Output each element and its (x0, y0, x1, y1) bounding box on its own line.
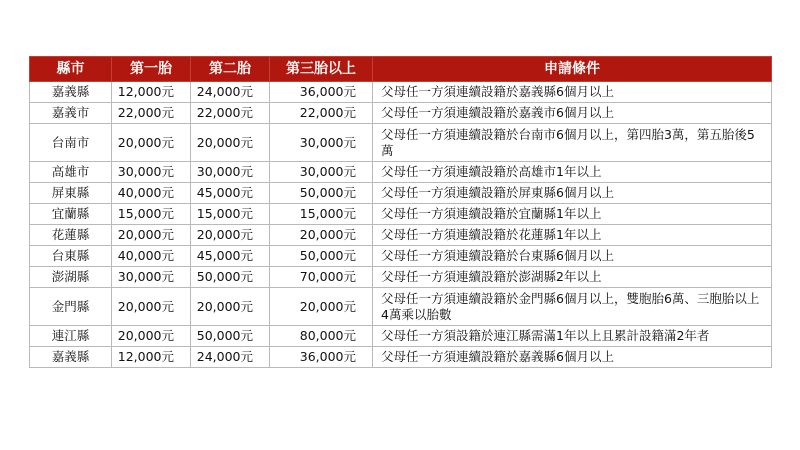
table-row (30, 124, 772, 162)
cell-second-child: 45,000元 (191, 183, 270, 204)
cell-first-child: 12,000元 (112, 347, 191, 368)
cell-county: 台南市 (30, 124, 112, 162)
cell-third-child-plus: 70,000元 (270, 267, 373, 288)
cell-third-child-plus: 80,000元 (270, 326, 373, 347)
cell-county: 嘉義市 (30, 103, 112, 124)
cell-second-child: 20,000元 (191, 225, 270, 246)
cell-first-child: 40,000元 (112, 246, 191, 267)
cell-second-child: 24,000元 (191, 347, 270, 368)
table-row (30, 267, 772, 288)
header-third-child-plus: 第三胎以上 (270, 57, 373, 82)
cell-third-child-plus: 30,000元 (270, 162, 373, 183)
cell-condition: 父母任一方須連續設籍於高雄市1年以上 (373, 162, 772, 183)
cell-third-child-plus: 15,000元 (270, 204, 373, 225)
cell-first-child: 20,000元 (112, 124, 191, 162)
cell-county: 宜蘭縣 (30, 204, 112, 225)
cell-county: 高雄市 (30, 162, 112, 183)
cell-first-child: 20,000元 (112, 225, 191, 246)
cell-condition: 父母任一方須連續設籍於台東縣6個月以上 (373, 246, 772, 267)
cell-first-child: 30,000元 (112, 267, 191, 288)
subsidy-table-container (29, 56, 771, 368)
cell-condition: 父母任一方須連續設籍於澎湖縣2年以上 (373, 267, 772, 288)
table-header-row (30, 57, 772, 82)
cell-condition: 父母任一方須連續設籍於金門縣6個月以上，雙胞胎6萬、三胞胎以上4萬乘以胎數 (373, 288, 772, 326)
birth-subsidy-table (29, 56, 772, 368)
cell-first-child: 15,000元 (112, 204, 191, 225)
cell-first-child: 20,000元 (112, 288, 191, 326)
table-row (30, 162, 772, 183)
cell-county: 花蓮縣 (30, 225, 112, 246)
cell-third-child-plus: 22,000元 (270, 103, 373, 124)
cell-third-child-plus: 20,000元 (270, 288, 373, 326)
cell-county: 屏東縣 (30, 183, 112, 204)
table-row (30, 347, 772, 368)
header-second-child: 第二胎 (191, 57, 270, 82)
cell-third-child-plus: 50,000元 (270, 183, 373, 204)
cell-first-child: 20,000元 (112, 326, 191, 347)
cell-condition: 父母任一方須連續設籍於嘉義縣6個月以上 (373, 347, 772, 368)
table-row (30, 82, 772, 103)
cell-condition: 父母任一方須連續設籍於花蓮縣1年以上 (373, 225, 772, 246)
cell-condition: 父母任一方須連續設籍於嘉義縣6個月以上 (373, 82, 772, 103)
cell-third-child-plus: 30,000元 (270, 124, 373, 162)
cell-second-child: 50,000元 (191, 267, 270, 288)
cell-condition: 父母任一方須設籍於連江縣需滿1年以上且累計設籍滿2年者 (373, 326, 772, 347)
cell-county: 台東縣 (30, 246, 112, 267)
cell-county: 嘉義縣 (30, 82, 112, 103)
cell-second-child: 24,000元 (191, 82, 270, 103)
cell-first-child: 30,000元 (112, 162, 191, 183)
cell-second-child: 20,000元 (191, 288, 270, 326)
cell-second-child: 45,000元 (191, 246, 270, 267)
cell-county: 金門縣 (30, 288, 112, 326)
cell-second-child: 50,000元 (191, 326, 270, 347)
table-row (30, 103, 772, 124)
cell-third-child-plus: 50,000元 (270, 246, 373, 267)
cell-first-child: 12,000元 (112, 82, 191, 103)
cell-county: 嘉義縣 (30, 347, 112, 368)
cell-third-child-plus: 20,000元 (270, 225, 373, 246)
table-row (30, 204, 772, 225)
cell-first-child: 22,000元 (112, 103, 191, 124)
header-first-child: 第一胎 (112, 57, 191, 82)
cell-second-child: 30,000元 (191, 162, 270, 183)
cell-third-child-plus: 36,000元 (270, 82, 373, 103)
cell-condition: 父母任一方須連續設籍於台南市6個月以上，第四胎3萬，第五胎後5萬 (373, 124, 772, 162)
cell-second-child: 20,000元 (191, 124, 270, 162)
table-row (30, 246, 772, 267)
cell-county: 澎湖縣 (30, 267, 112, 288)
cell-condition: 父母任一方須連續設籍於宜蘭縣1年以上 (373, 204, 772, 225)
table-row (30, 225, 772, 246)
header-county: 縣市 (30, 57, 112, 82)
cell-second-child: 22,000元 (191, 103, 270, 124)
table-row (30, 326, 772, 347)
cell-second-child: 15,000元 (191, 204, 270, 225)
table-row (30, 288, 772, 326)
cell-county: 連江縣 (30, 326, 112, 347)
cell-condition: 父母任一方須連續設籍於屏東縣6個月以上 (373, 183, 772, 204)
header-conditions: 申請條件 (373, 57, 772, 82)
cell-third-child-plus: 36,000元 (270, 347, 373, 368)
table-row (30, 183, 772, 204)
cell-first-child: 40,000元 (112, 183, 191, 204)
cell-condition: 父母任一方須連續設籍於嘉義市6個月以上 (373, 103, 772, 124)
